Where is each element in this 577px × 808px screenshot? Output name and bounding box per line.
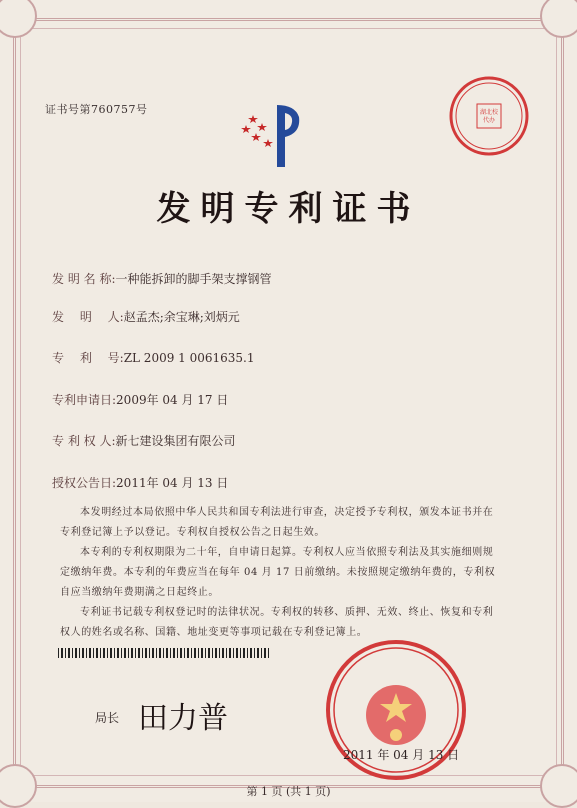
field-invention-name: [52, 270, 272, 287]
field-label: 发 明 人:: [52, 310, 124, 324]
certificate-number: [45, 101, 148, 117]
field-value: 新七建设集团有限公司: [115, 434, 236, 448]
field-value: 2009年 04 月 17 日: [116, 393, 229, 407]
field-grant-date: [52, 474, 228, 491]
certificate-number-label: 证书号第: [45, 103, 91, 116]
field-value: 2011年 04 月 13 日: [116, 476, 229, 490]
field-label: 专 利 权 人:: [52, 434, 116, 448]
field-application-date: [52, 391, 228, 408]
field-inventors: [52, 308, 240, 325]
field-value: 赵孟杰;余宝琳;刘炳元: [123, 310, 240, 324]
svg-text:湖北校: 湖北校: [479, 109, 499, 116]
field-value: 一种能拆卸的脚手架支撑钢管: [115, 272, 272, 286]
field-label: 专利申请日:: [52, 393, 117, 407]
field-label: 专 利 号:: [52, 351, 124, 365]
field-label: 授权公告日:: [52, 476, 117, 490]
field-patent-number: [52, 349, 255, 366]
body-paragraph: 本专利的专利权期限为二十年，自申请日起算。专利权人应当依照专利法及其实施细则规定缴纳年费。本专利的年费应当在每年 04 月 17 日前缴纳。未按照规定缴纳年费的，专利权自应当缴纳年费期满之日起终止。: [60, 547, 496, 598]
svg-text:代办: 代办: [482, 117, 496, 124]
body-paragraph: 专利证书记载专利权登记时的法律状况。专利权的转移、质押、无效、终止、恢复和专利权人的姓名或名称、国籍、地址变更等事项记载在专利登记簿上。: [60, 607, 494, 638]
issue-date: 2011 年 04 月 13 日: [343, 748, 460, 762]
certificate-number-suffix: 号: [136, 103, 148, 116]
small-seal-icon: [447, 74, 531, 158]
director-label: 局长: [95, 711, 120, 725]
field-label: 发 明 名 称:: [52, 272, 116, 286]
field-patentee: [52, 432, 236, 449]
barcode: [58, 648, 271, 658]
field-value: ZL 2009 1 0061635.1: [123, 351, 255, 365]
patent-office-logo-icon: [235, 95, 305, 175]
document-title: 发明专利证书: [156, 189, 421, 229]
page-number: 第 1 页 (共 1 页): [246, 785, 331, 798]
certificate-number-value: 760757: [91, 103, 136, 116]
certificate-body: [60, 503, 500, 643]
body-paragraph: 本发明经过本局依照中华人民共和国专利法进行审查，决定授予专利权，颁发本证书并在专利登记簿上予以登记。专利权自授权公告之日起生效。: [60, 507, 494, 538]
director-signature: 田力普: [138, 701, 228, 736]
